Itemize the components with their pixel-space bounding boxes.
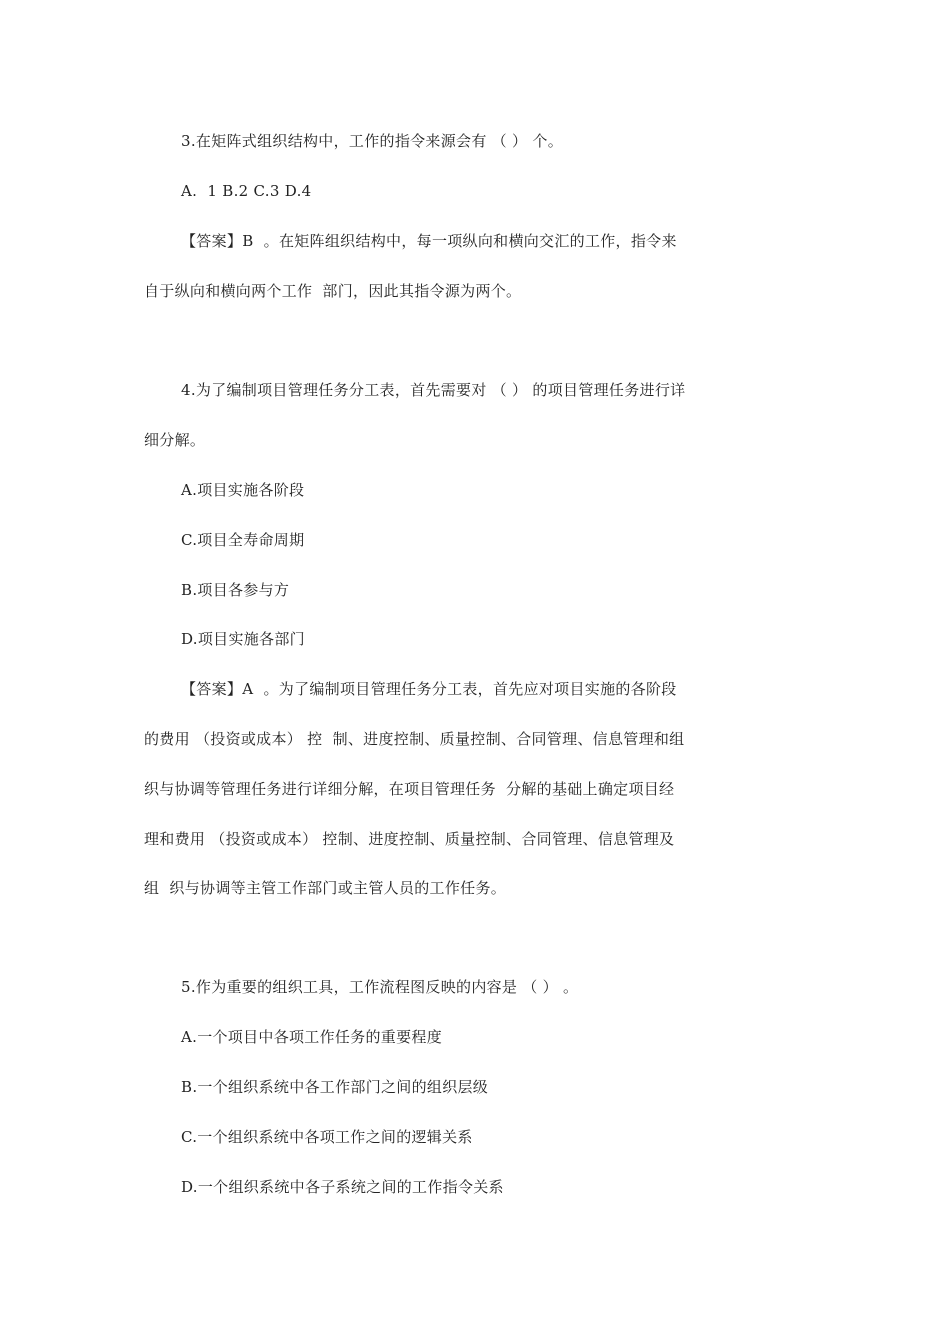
q4-stem-line-1: 4.为了编制项目管理任务分工表，首先需要对 （ ） 的项目管理任务进行详: [181, 381, 686, 399]
q3-answer-line-1: 【答案】B 。在矩阵组织结构中，每一项纵向和横向交汇的工作，指令来: [181, 232, 677, 250]
q5-option-d: D.一个组织系统中各子系统之间的工作指令关系: [181, 1178, 504, 1196]
q4-option-c: C.项目全寿命周期: [181, 531, 305, 549]
q3-answer-line-2: 自于纵向和横向两个工作 部门，因此其指令源为两个。: [144, 282, 522, 300]
q5-option-c: C.一个组织系统中各项工作之间的逻辑关系: [181, 1128, 473, 1146]
q4-option-b: B.项目各参与方: [181, 581, 290, 599]
q5-stem: 5.作为重要的组织工具，工作流程图反映的内容是 （ ） 。: [181, 978, 579, 996]
q5-option-b: B.一个组织系统中各工作部门之间的组织层级: [181, 1078, 489, 1096]
q5-option-a: A.一个项目中各项工作任务的重要程度: [181, 1028, 443, 1046]
q4-answer-line-2: 的费用 （投资或成本） 控 制、进度控制、质量控制、合同管理、信息管理和组: [144, 730, 685, 748]
q4-answer-line-4: 理和费用 （投资或成本） 控制、进度控制、质量控制、合同管理、信息管理及: [144, 830, 675, 848]
q4-stem-line-2: 细分解。: [144, 431, 206, 449]
q4-option-a: A.项目实施各阶段: [181, 481, 305, 499]
q3-stem: 3.在矩阵式组织结构中，工作的指令来源会有 （ ） 个。: [181, 132, 564, 150]
q4-answer-line-1: 【答案】A 。为了编制项目管理任务分工表，首先应对项目实施的各阶段: [181, 680, 677, 698]
q4-option-d: D.项目实施各部门: [181, 630, 305, 648]
q3-options: A. 1 B.2 C.3 D.4: [181, 182, 312, 200]
q4-answer-line-5: 组 织与协调等主管工作部门或主管人员的工作任务。: [144, 879, 507, 897]
q4-answer-line-3: 织与协调等管理任务进行详细分解，在项目管理任务 分解的基础上确定项目经: [144, 780, 675, 798]
